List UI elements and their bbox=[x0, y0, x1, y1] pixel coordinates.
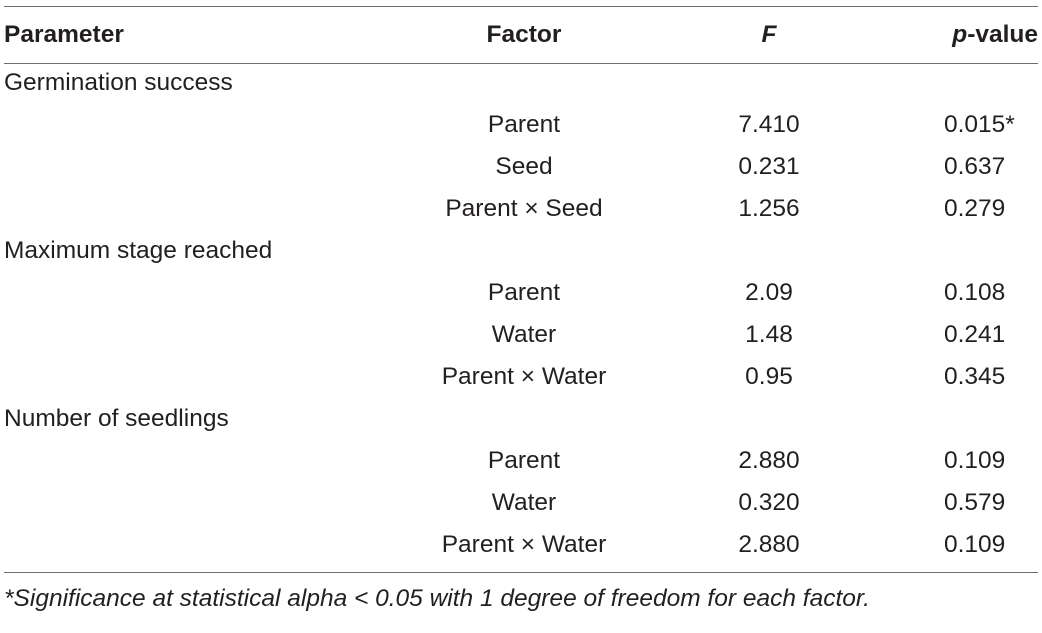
p-cell: 0.109 bbox=[944, 447, 1006, 474]
p-cell: 0.015* bbox=[944, 111, 1015, 138]
factor-cell: Water bbox=[491, 489, 557, 516]
header-f bbox=[634, 7, 904, 63]
f-cell: 2.880 bbox=[738, 447, 800, 474]
bottom-rule bbox=[4, 572, 1038, 573]
table-row bbox=[4, 272, 1038, 314]
p-cell: 0.637 bbox=[944, 153, 1006, 180]
factor-cell: Seed bbox=[495, 153, 553, 180]
f-cell: 1.256 bbox=[738, 195, 800, 222]
table-footnote: *Significance at statistical alpha < 0.05 with 1 degree of freedom for each factor. bbox=[4, 585, 870, 612]
table-row bbox=[4, 104, 1038, 146]
anova-table bbox=[4, 6, 1038, 621]
f-cell: 1.48 bbox=[745, 321, 793, 348]
p-cell: 0.279 bbox=[944, 195, 1006, 222]
header-row bbox=[4, 7, 1038, 63]
factor-cell: Parent bbox=[487, 111, 561, 138]
table-row bbox=[4, 524, 1038, 566]
p-cell: 0.579 bbox=[944, 489, 1006, 516]
p-cell: 0.345 bbox=[944, 363, 1006, 390]
p-cell: 0.109 bbox=[944, 531, 1006, 558]
factor-cell: Parent bbox=[487, 279, 561, 306]
f-cell: 2.09 bbox=[745, 279, 793, 306]
header-p-rest: -value bbox=[967, 21, 1038, 48]
header-f-text: F bbox=[761, 21, 777, 48]
f-cell: 0.231 bbox=[738, 153, 800, 180]
f-cell: 7.410 bbox=[738, 111, 800, 138]
header-factor: Factor bbox=[486, 21, 562, 48]
table-row bbox=[4, 440, 1038, 482]
factor-cell: Parent × Seed bbox=[445, 195, 603, 222]
factor-cell: Parent × Water bbox=[441, 531, 607, 558]
f-cell: 2.880 bbox=[738, 531, 800, 558]
section-parameter: Germination success bbox=[4, 69, 233, 96]
header-p-italic: p bbox=[952, 21, 968, 48]
factor-cell: Parent × Water bbox=[441, 363, 607, 390]
f-cell: 0.320 bbox=[738, 489, 800, 516]
section-row bbox=[4, 64, 1038, 104]
table-row bbox=[4, 356, 1038, 398]
factor-cell: Water bbox=[491, 321, 557, 348]
section-row bbox=[4, 230, 1038, 272]
header-p-value bbox=[952, 7, 1038, 63]
table-row bbox=[4, 314, 1038, 356]
section-parameter: Maximum stage reached bbox=[4, 237, 273, 264]
p-cell: 0.241 bbox=[944, 321, 1006, 348]
section-parameter: Number of seedlings bbox=[4, 405, 229, 432]
header-parameter: Parameter bbox=[4, 21, 124, 48]
p-cell: 0.108 bbox=[944, 279, 1006, 306]
factor-cell: Parent bbox=[487, 447, 561, 474]
table-row bbox=[4, 146, 1038, 188]
f-cell: 0.95 bbox=[745, 363, 793, 390]
table-row bbox=[4, 188, 1038, 230]
table-row bbox=[4, 482, 1038, 524]
section-row bbox=[4, 398, 1038, 440]
